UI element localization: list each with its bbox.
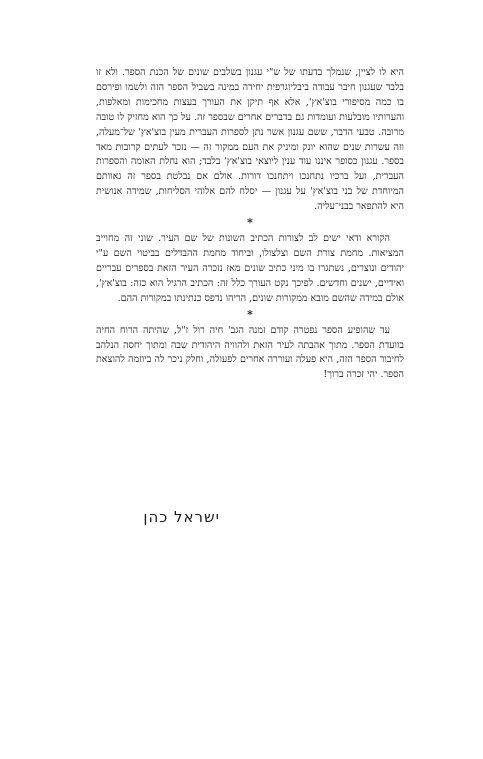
paragraph-agnon: היא לו לציין, שנמלך בדעתו של ש"י עגנון בשלבים שונים של הכנת הספר. ולא זו בלבד שעגנון חיבר עבודה ביבליוגרפית יחידה במינה בשביל הספר הזה ולשמו ופירסם בו כמה מסיפורי בוצ'אץ', אלא אף תיקן את העורך בעצות מחכימות ומאלפות, והערותיו מובלעות ועומדות גם בדברים אחרים שבספר זה. על כך הוא מחזיק לו טובה מרובה. טבעי הדבר, ששם עגנון אשר נתן לספרות העברית מעין בוצ'אץ' של־מעלה, וזה עשרות שנים שהוא יונק ומיניק את העם ממקור זה — נזכר לעתים קרובות מאד בספר. עגנון כסופר איננו עוד ענין ליוצאי בוצ'אץ' בלבד; הוא נחלת האומה והספרות העברית, ועל ברכיו נתחנכו ויתחנכו דורות. אולם אם נבלטת בספר זה גאוותם המיוחדת של בני בוצ'אץ' על עגנון — יסלח להם אלוהי הסליחות, שמידה אנושית היא להתפאר בבני־עליה. xyxy=(96,67,404,213)
paragraph-spelling: הקורא ודאי ישים לב לצורות הכתיב השונות של שם העיר. שוני זה מחוייב המציאות. מחמת צורת השם וצלצולו, וביחוד מחמת ההבדלים בביטוי השם ע"י יהודים ונוצרים, נשתגרו בו מיני כתיב שונים מאז נזכרה העיר הזאת בספרים עבריים ואידיים, ישנים וחדשים. לפיכך נקט העורך כלל זה: הכתיב הרגיל הוא כזה: בוצ'אץ', אולם במידה שהשם מובא ממקורות שונים, הריהו נדפס כנתינתו במקורות ההם. xyxy=(96,233,404,304)
section-separator: * xyxy=(247,216,253,230)
section-separator: * xyxy=(247,307,253,321)
paragraph-dedication: עד שהופיע הספר נפטרה קודם זמנה הגב' חיה רול ז"ל, שהיתה הרוח החיה בוועדת הספר. מתוך אהבתה לעיר הזאת ולהוויה היהודית שבה ומתוך יחסה הנלהב לחיבור הספר הזה, היא פעלה ועוררה אחרים לפעולה, וחלק ניכר לה ביוזמה להוצאת הספר. יהי זכרה ברוך! xyxy=(96,324,404,381)
body-text xyxy=(96,66,404,383)
author-signature: ישראל כהן xyxy=(143,508,220,526)
